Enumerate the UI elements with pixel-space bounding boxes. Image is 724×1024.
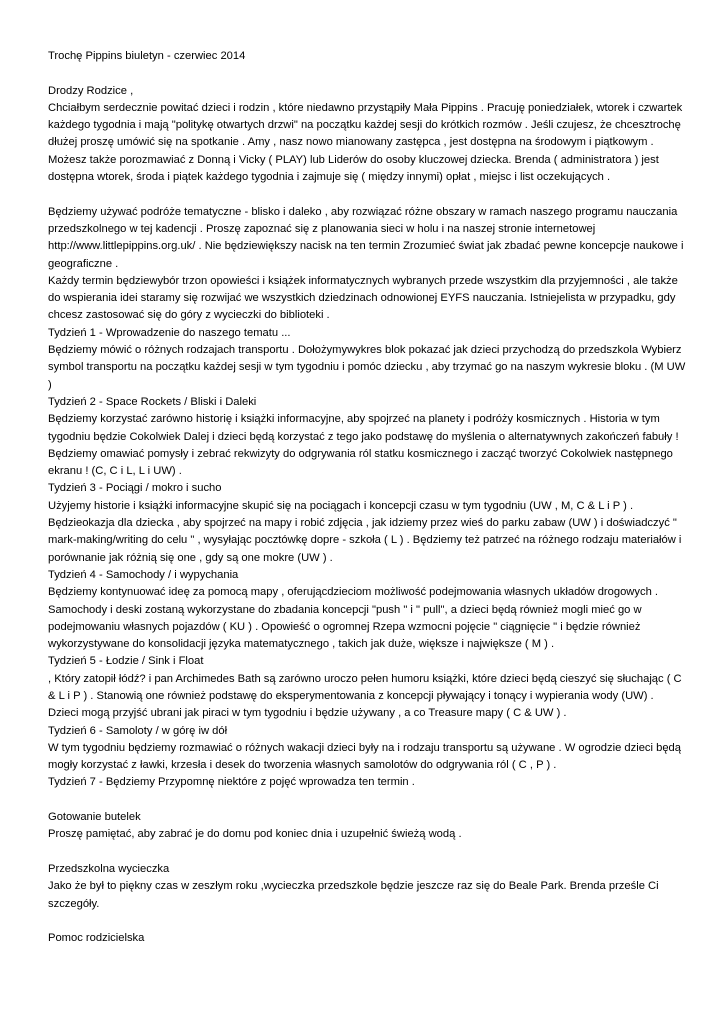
week-body: Użyjemy historie i książki informacyjne skupić się na pociągach i koncepcji czasu w tym tygodniu (UW , M, C & L i P ) . Będzieokazja dla dziecka , aby spojrzeć na mapy i robić zdjęcia , jak idziemy przez wieś do parku zabaw (UW ) i doświadczyć " mark-making/writing do celu " , wysyłając pocztówkę dopre - szkoła ( L ) . Będziemy też patrzeć na różnego rodzaju materiałów i porównanie jak różnią się one , gdy są one mokre (UW ) . — [48, 499, 682, 564]
section-heading: Gotowanie butelek — [48, 811, 141, 824]
week-body: W tym tygodniu będziemy rozmawiać o różnych wakacji dzieci były na i rodzaju transportu są używane . W ogrodzie dzieci będą mogły korzystać z ławki, krzesła i desek do tworzenia własnych samolotów do odgrywania ról ( C , P ) . — [48, 741, 681, 772]
week-heading: Tydzień 5 - Łodzie / Sink i Float — [48, 655, 204, 668]
section-body: Proszę pamiętać, aby zabrać je do domu pod koniec dnia i uzupełnić świeżą wodą . — [48, 828, 462, 841]
week-body: Będziemy mówić o różnych rodzajach transportu . Dołożymywykres blok pokazać jak dzieci przychodzą do przedszkola Wybierz symbol transportu na początku każdej sesji w tym tygodniu i pomóc dziecku , aby trzymać go na naszym wykresie bloku . (M UW ) — [48, 344, 686, 391]
greeting: Drodzy Rodzice , — [48, 84, 134, 97]
week-heading: Tydzień 1 - Wprowadzenie do naszego tematu ... — [48, 326, 291, 339]
section-heading: Przedszkolna wycieczka — [48, 862, 170, 875]
spacer — [48, 792, 688, 809]
newsletter-page — [48, 48, 688, 947]
topic-paragraph: Każdy termin będziewybór trzon opowieści i książek informatycznych wybranych przede wszystkim dla przyjemności , ale także do wspierania idei staramy się rozwijać we wszystkich dziedzinach odnowionej EYFS nauczania. Istniejelista w przypadku, gdy chcesz zastosować się do góry z wycieczki do biblioteki . — [48, 274, 678, 322]
newsletter-title: Trochę Pippins biuletyn - czerwiec 2014 — [48, 50, 246, 62]
spacer — [48, 844, 688, 861]
section-body: Jako że był to piękny czas w zeszłym roku ,wycieczka przedszkole będzie jeszcze raz się do Beale Park. Brenda prześle Ci szczegóły. — [48, 880, 659, 910]
week-body-extra: Dzieci mogą przyjść ubrani jak piraci w tym tygodniu i będzie używany , a co Treasure mapy ( C & UW ) . — [48, 707, 567, 720]
week-body: , Który zatopił łódź? i pan Archimedes Bath są zarówno uroczo pełen humoru książki, które dzieci będą cieszyć się słuchając ( C & L i P ) . Stanowią one również podstawę do eksperymentowania z koncepcji pływający i tonący i wypierania wody (UW) . — [48, 672, 682, 702]
spacer — [48, 913, 688, 930]
week-heading: Tydzień 7 - Będziemy Przypomnę niektóre z pojęć wprowadza ten termin . — [48, 776, 415, 789]
week-heading: Tydzień 4 - Samochody / i wypychania — [48, 568, 239, 581]
topic-paragraph: Będziemy używać podróże tematyczne - blisko i daleko , aby rozwiązać różne obszary w ramach naszego programu nauczania przedszkolnego w tej kadencji . Proszę zapoznać się z planowania sieci w holu i na naszej stronie internetowej http://www.littlepippins.org.uk/ . Nie będziewiększy nacisk na ten termin Zrozumieć świat jak zbadać pewne koncepcje naukowe i geograficzne . — [48, 205, 684, 270]
week-body: Będziemy kontynuować ideę za pomocą mapy , oferującdzieciom możliwość podejmowania własnych układów drogowych . Samochody i deski zostaną wykorzystane do zbadania koncepcji "push " i " pull", a dzieci będą również mogli mieć go w podejmowaniu własnych pojazdów ( KU ) . Opowieść o ogromnej Rzepa wzmocni pojęcie " ciągnięcie " i będzie również wykorzystywane do konsolidacji języka matematycznego , takich jak duże, większe i największe ( M ) . — [48, 586, 659, 651]
spacer — [48, 186, 688, 203]
spacer — [48, 65, 688, 82]
week-body: Będziemy korzystać zarówno historię i książki informacyjne, aby spojrzeć na planety i podróży kosmicznych . Historia w tym tygodniu będzie Cokolwiek Dalej i dzieci będą korzystać z tego jako podstawę do myślenia o alternatywnych zakończeń fabuły ! Będziemy omawiać pomysły i zebrać rekwizyty do odgrywania ról statku kosmicznego i zacząć tworzyć Cokolwiek następnego ekranu ! (C, C i L, L i UW) . — [48, 413, 679, 478]
week-heading: Tydzień 6 - Samoloty / w górę iw dół — [48, 724, 228, 737]
section-heading: Pomoc rodzicielska — [48, 932, 145, 945]
week-heading: Tydzień 2 - Space Rockets / Bliski i Daleki — [48, 395, 257, 408]
week-heading: Tydzień 3 - Pociągi / mokro i sucho — [48, 482, 222, 495]
intro-paragraph: Chciałbym serdecznie powitać dzieci i rodzin , które niedawno przystąpiły Mała Pippins . Pracuję poniedziałek, wtorek i czwartek każdego tygodnia i mają "politykę otwartych drzwi" na początku każdej sesji do krótkich rozmów . Jeśli czujesz, że chcesztrochę dłużej proszę umówić się na spotkanie . Amy , nasz nowo mianowany zastępca , jest dostępna na środowym i piątkowym . Możesz także porozmawiać z Donną i Vicky ( PLAY) lub Liderów do osoby kluczowej dziecka. Brenda ( administratora ) jest dostępna wtorek, środa i piątek każdego tygodnia i zajmuje się ( między innymi) opłat , miejsc i list oczekujących . — [48, 101, 683, 184]
